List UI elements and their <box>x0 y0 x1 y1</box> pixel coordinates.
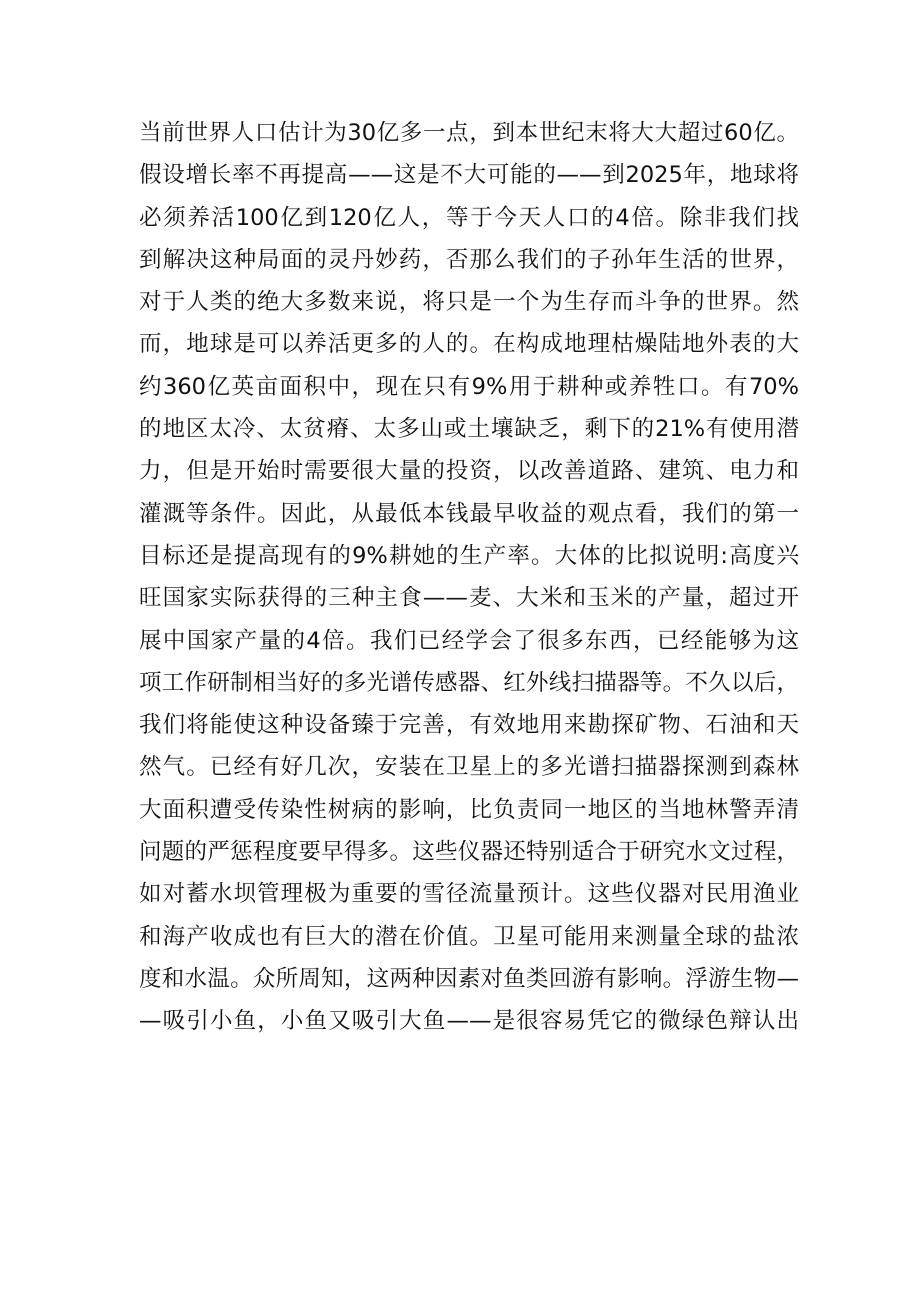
text-line: 约360亿英亩面积中，现在只有9%用于耕种或养牲口。有70% <box>139 373 799 400</box>
text-line: 展中国家产量的4倍。我们已经学会了很多东西，已经能够为这 <box>139 627 799 654</box>
text-line: 的地区太冷、太贫瘠、太多山或土壤缺乏，剩下的21%有使用潜 <box>139 416 799 443</box>
text-line: 度和水温。众所周知，这两种因素对鱼类回游有影响。浮游生物— <box>139 965 799 992</box>
text-line: 到解决这种局面的灵丹妙药，否那么我们的子孙年生活的世界， <box>139 246 799 273</box>
text-line: 和海产收成也有巨大的潜在价值。卫星可能用来测量全球的盐浓 <box>139 923 799 950</box>
text-line: —吸引小鱼，小鱼又吸引大鱼——是很容易凭它的微绿色辩认出 <box>139 1008 799 1035</box>
text-line: 项工作研制相当好的多光谱传感器、红外线扫描器等。不久以后， <box>139 669 799 696</box>
text-line: 然气。已经有好几次，安装在卫星上的多光谱扫描器探测到森林 <box>139 754 799 781</box>
text-line: 对于人类的绝大多数来说，将只是一个为生存而斗争的世界。然 <box>139 289 799 316</box>
text-line: 大面积遭受传染性树病的影响，比负责同一地区的当地林警弄清 <box>139 796 799 823</box>
text-line: 而，地球是可以养活更多的人的。在构成地理枯燥陆地外表的大 <box>139 331 799 358</box>
text-line: 力，但是开始时需要很大量的投资，以改善道路、建筑、电力和 <box>139 458 799 485</box>
text-line: 目标还是提高现有的9%耕她的生产率。大体的比拟说明:高度兴 <box>139 542 799 569</box>
text-line: 旺国家实际获得的三种主食——麦、大米和玉米的产量，超过开 <box>139 585 799 612</box>
body-text <box>139 112 799 1043</box>
text-line: 如对蓄水坝管理极为重要的雪径流量预计。这些仪器对民用渔业 <box>139 881 799 908</box>
text-line: 我们将能使这种设备臻于完善，有效地用来勘探矿物、石油和天 <box>139 712 799 739</box>
text-line: 必须养活100亿到120亿人，等于今天人口的4倍。除非我们找 <box>139 204 799 231</box>
text-line: 灌溉等条件。因此，从最低本钱最早收益的观点看，我们的第一 <box>139 500 799 527</box>
text-line: 问题的严惩程度要早得多。这些仪器还特别适合于研究水文过程， <box>139 839 799 866</box>
text-line: 当前世界人口估计为30亿多一点，到本世纪末将大大超过60亿。 <box>139 120 799 146</box>
text-line: 假设增长率不再提高——这是不大可能的——到2025年，地球将 <box>139 162 799 189</box>
